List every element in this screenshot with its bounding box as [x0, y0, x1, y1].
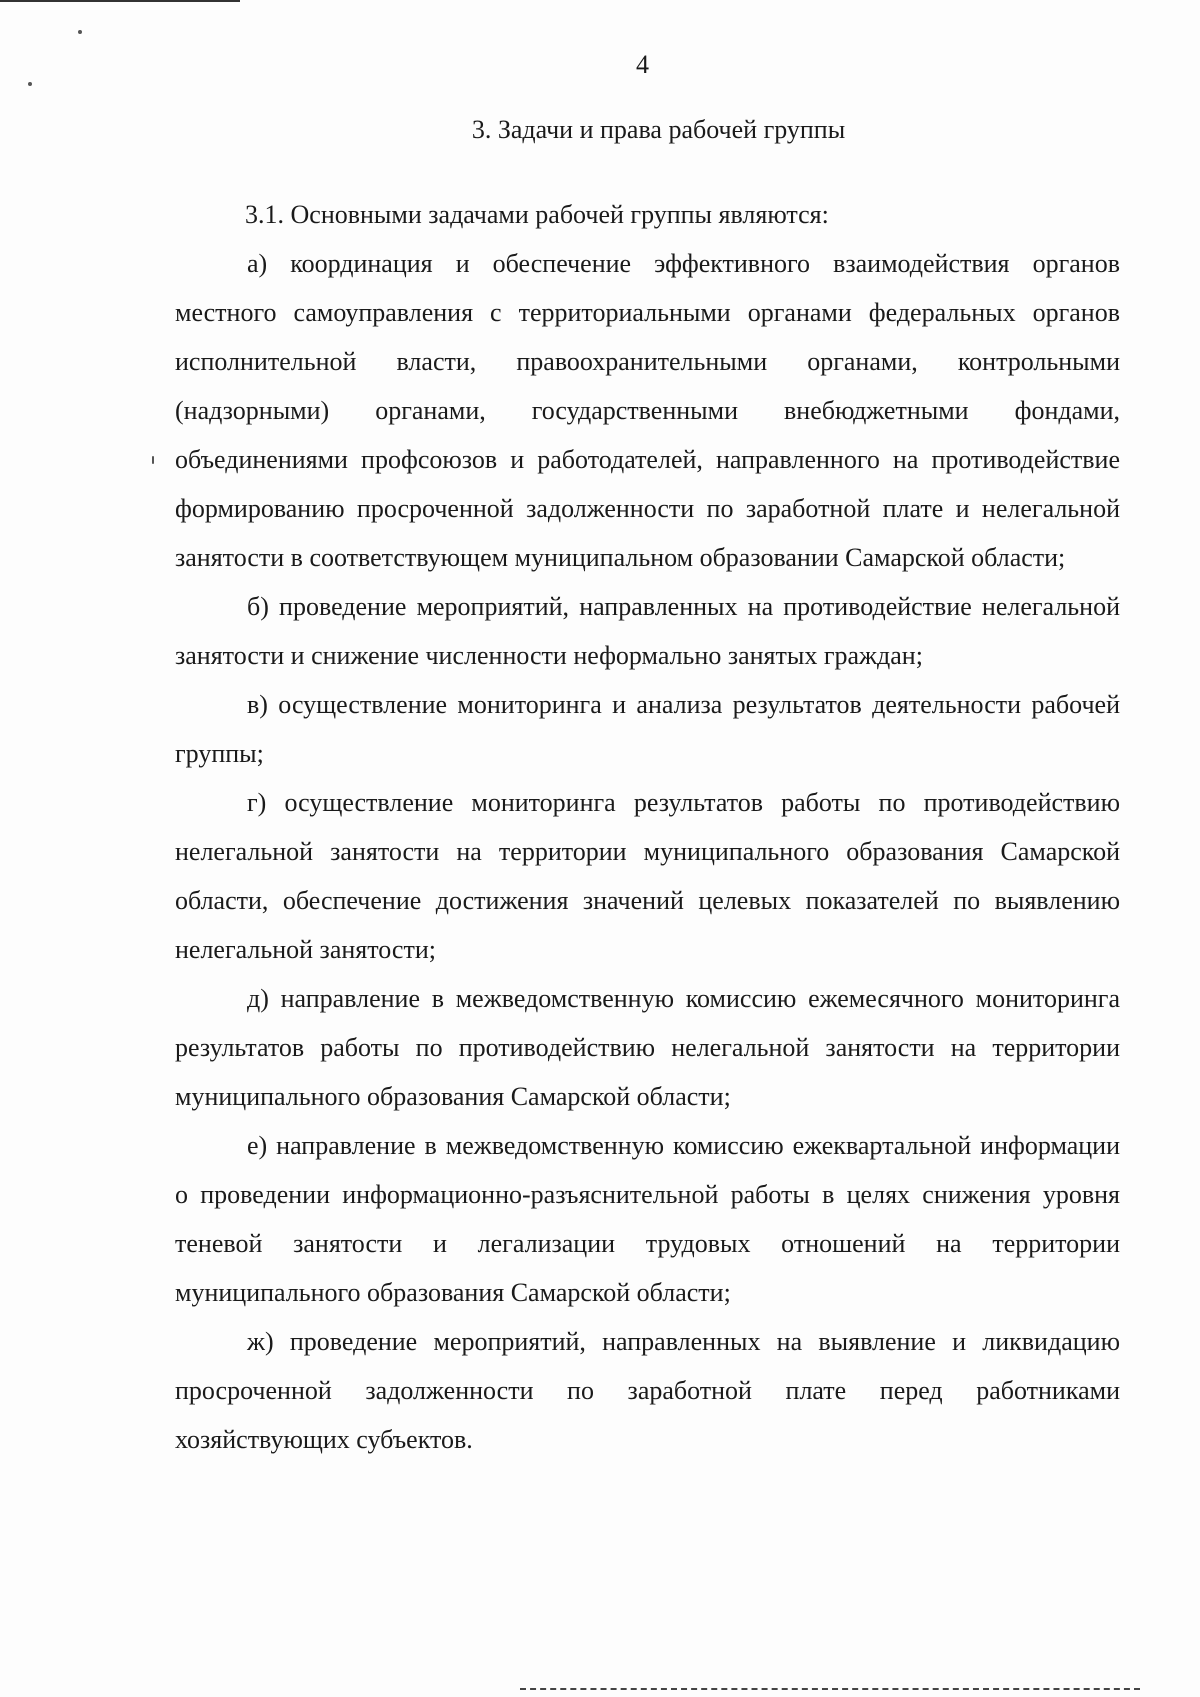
list-item-e: е) направление в межведомственную комиссию ежеквартальной информации о проведении информационно-разъяснительной работы в целях снижения уровня теневой занятости и легализации трудовых отношений на территории муниципального образования Самарской области; [175, 1131, 1120, 1307]
list-item-a: а) координация и обеспечение эффективного взаимодействия органов местного самоуправления с территориальными органами федеральных органов исполнительной власти, правоохранительными органами, контрольными (надзорными) органами, государственными внебюджетными фондами, объединениями профсоюзов и работодателей, направленного на противодействие формированию просроченной задолженности по заработной плате и нелегальной занятости в соответствующем муниципальном образовании Самарской области; [175, 249, 1120, 572]
list-item-d: д) направление в межведомственную комиссию ежемесячного мониторинга результатов работы по противодействию нелегальной занятости на территории муниципального образования Самарской области; [175, 984, 1120, 1111]
scan-speck [152, 456, 154, 464]
body-text [175, 190, 1120, 1464]
scan-speck [78, 30, 82, 34]
scan-edge-bottom [520, 1688, 1140, 1692]
scan-speck [28, 82, 32, 86]
list-item-b: б) проведение мероприятий, направленных на противодействие нелегальной занятости и снижение численности неформально занятых граждан; [175, 592, 1120, 670]
scan-edge-top [0, 0, 240, 2]
list-item-zh: ж) проведение мероприятий, направленных на выявление и ликвидацию просроченной задолженности по заработной плате перед работниками хозяйствующих субъектов. [175, 1327, 1120, 1454]
list-item-g: г) осуществление мониторинга результатов работы по противодействию нелегальной занятости на территории муниципального образования Самарской области, обеспечение достижения значений целевых показателей по выявлению нелегальной занятости; [175, 788, 1120, 964]
list-item-v: в) осуществление мониторинга и анализа результатов деятельности рабочей группы; [175, 690, 1120, 768]
section-title: 3. Задачи и права рабочей группы [471, 115, 846, 144]
page-number: 4 [636, 50, 649, 79]
lead-paragraph: 3.1. Основными задачами рабочей группы являются: [245, 200, 829, 229]
